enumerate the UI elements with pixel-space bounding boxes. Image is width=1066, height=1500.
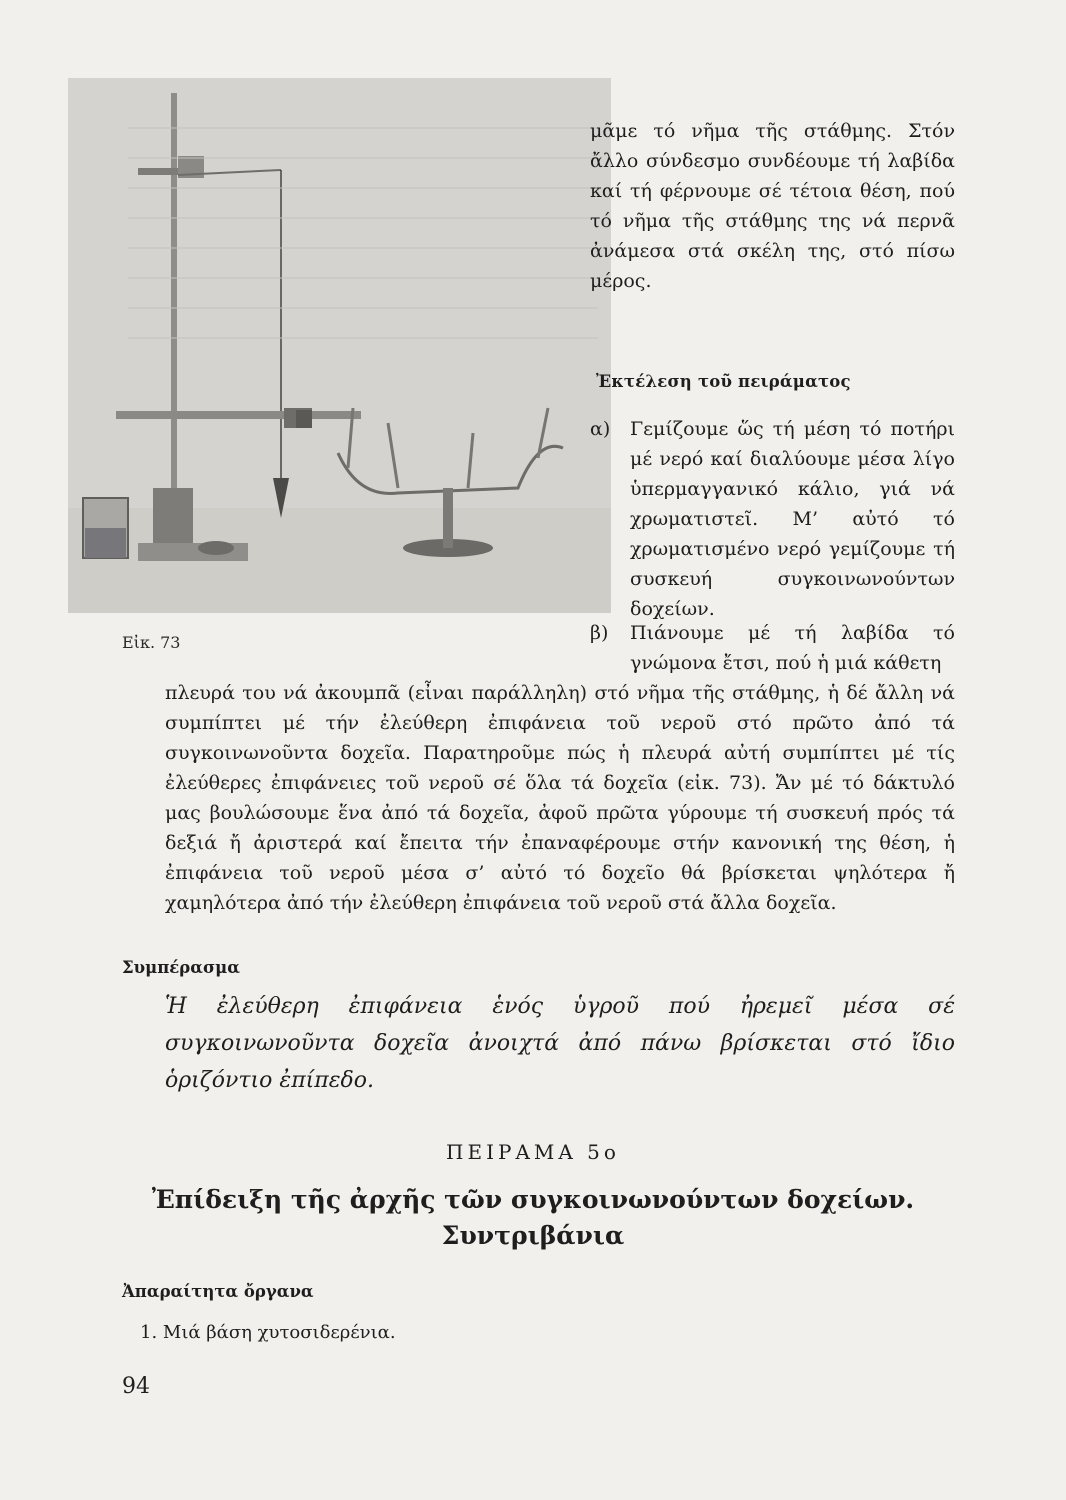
conclusion-heading: Συμπέρασμα xyxy=(122,958,240,977)
body-paragraph: πλευρά του νά ἀκουμπᾶ (εἶναι παράλληλη) στό νῆμα τῆς στάθμης, ἡ δέ ἄλλη νά συμπίπτει μέ τήν ἐλεύθερη ἐπιφάνεια τοῦ νεροῦ στό πρῶτο ἀπό τά συγκοινωνοῦντα δοχεῖα. Παρατηροῦμε πώς ἡ πλευρά αὐτή συμπίπτει μέ τίς ἐλεύθερες ἐπιφάνειες τοῦ νεροῦ σέ ὅλα τά δοχεῖα (εἰκ. 73). Ἄν μέ τό δάκτυλό μας βουλώσουμε ἕνα ἀπό τά δοχεῖα, ἀφοῦ πρῶτα γύρουμε τή συσκευή πρός τά δεξιά ἤ ἀριστερά καί ἔπειτα τήν ἐπαναφέρουμε στήν κανονική της θέση, ἡ ἐπιφάνεια τοῦ νεροῦ μέσα σ’ αὐτό τό δοχεῖο θά βρίσκεται ψηλότερα ἤ χαμηλότερα ἀπό τήν ἐλεύθερη ἐπιφάνεια τοῦ νεροῦ στά ἄλλα δοχεῖα. xyxy=(165,682,955,914)
figure-photo xyxy=(68,78,611,613)
conclusion-text: Ἡ ἐλεύθερη ἐπιφάνεια ἑνός ὑγροῦ πού ἠρεμεῖ μέσα σέ συγκοινωνοῦντα δοχεῖα ἀνοιχτά ἀπό πάνω βρίσκεται στό ἴδιο ὁριζόντιο ἐπίπεδο. xyxy=(165,994,955,1093)
requirements-item: 1. Μιά βάση χυτοσιδερένια. xyxy=(140,1322,396,1343)
experiment-subtitle-line2: Συντριβάνια xyxy=(441,1221,625,1250)
page-number: 94 xyxy=(122,1374,150,1399)
execution-heading: Ἐκτέλεση τοῦ πειράματος xyxy=(596,372,851,391)
experiment-subtitle xyxy=(0,1182,1066,1254)
intro-paragraph xyxy=(590,116,955,296)
experiment-title: ΠΕΙΡΑΜΑ 5ο xyxy=(446,1140,620,1164)
step-b-start xyxy=(590,618,955,678)
intro-text: μᾶμε τό νῆμα τῆς στάθμης. Στόν ἄλλο σύνδεσμο συνδέουμε τή λαβίδα καί τή φέρνουμε σέ τέτοια θέση, πού τό νῆμα τῆς στάθμης της νά περνᾶ ἀνάμεσα στά σκέλη της, στό πίσω μέρος. xyxy=(590,120,955,292)
requirements-heading: Ἀπαραίτητα ὄργανα xyxy=(122,1282,314,1301)
step-a xyxy=(590,414,955,624)
experiment-subtitle-line1: Ἐπίδειξη τῆς ἀρχῆς τῶν συγκοινωνούντων δοχείων. xyxy=(151,1185,915,1214)
figure-label: Εἰκ. 73 xyxy=(122,633,181,652)
step-a-text: Γεμίζουμε ὥς τή μέση τό ποτήρι μέ νερό καί διαλύουμε μέσα λίγο ὑπερμαγγανικό κάλιο, γιά νά χρωματιστεῖ. Μ’ αὐτό τό χρωματισμένο νερό γεμίζουμε τή συσκευή συγκοινωνούντων δοχείων. xyxy=(630,418,955,620)
communicating-vessels-apparatus-icon xyxy=(68,78,611,613)
step-b-text: Πιάνουμε μέ τή λαβίδα τό γνώμονα ἔτσι, πού ἡ μιά κάθετη xyxy=(630,622,955,674)
step-a-marker: α) xyxy=(590,418,611,440)
step-b-marker: β) xyxy=(590,622,609,644)
